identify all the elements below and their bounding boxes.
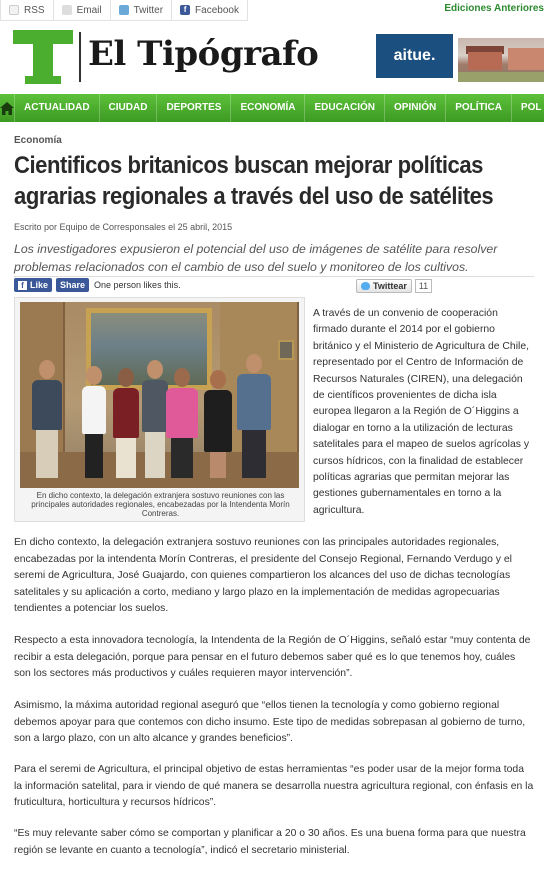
logo-divider <box>79 32 81 82</box>
image-caption: En dicho contexto, la delegación extranjera sostuvo reuniones con las principales autoridades regionales, encabezadas por la Intendenta Morín Contreras. <box>31 491 290 518</box>
article-intro-paragraph: A través de un convenio de cooperación firmado durante el 2014 por el gobierno británico y el Ministerio de Agricultura de Chile, representado por el Centro de Información de Recursos Naturales (CIREN), una delegación de científicos provenientes de dicha isla europea llegaron a la Región de O´Higgins a dialogar en torno a la utilización de lecturas satelitales para el mapeo de suelos agrícolas y cursos hídricos, con la finalidad de establecer políticas agrarias que permitan mejorar las gestiones gubernamentales en torno a la agricultura. <box>313 308 530 516</box>
rss-icon <box>9 5 19 15</box>
article-paragraph: “Es muy relevante saber cómo se comportan y planificar a 20 o 30 años. Es una buena forma para que nuestra región se levante en cuanto a tecnología”, indicó el secretario ministerial. <box>14 828 526 856</box>
article-category[interactable]: Economía <box>14 135 62 146</box>
twitter-label: Twitter <box>133 4 164 16</box>
social-links <box>0 0 248 21</box>
article-paragraph: Para el seremi de Agricultura, el principal objetivo de estas herramientas “es poder usar de la mejor forma toda la información satelital, para ir viendo de qué manera se desarrolla nuestra agricultura regional, con énfasis en la fruticultura, horticultura y recursos hídricos”. <box>14 764 534 809</box>
twitter-icon <box>119 5 129 15</box>
facebook-icon: f <box>180 5 190 15</box>
article-title: Cientificos britanicos buscan mejorar políticas agrarias regionales a través del uso de satélites <box>14 152 494 210</box>
facebook-share-button[interactable]: Share <box>56 278 89 292</box>
home-button[interactable] <box>0 94 14 122</box>
home-icon <box>0 102 14 115</box>
divider <box>14 276 534 277</box>
rss-label: RSS <box>24 4 45 16</box>
ad-banner-image <box>458 38 544 82</box>
email-icon <box>62 5 72 15</box>
facebook-label: Facebook <box>195 4 239 16</box>
main-nav <box>0 94 544 122</box>
twitter-share <box>356 279 432 293</box>
facebook-like-button[interactable] <box>14 278 52 292</box>
article-paragraph: Respecto a esta innovadora tecnología, la Intendenta de la Región de O´Higgins, señaló estar “muy contenta de recibir a esta delegación, porque para pensar en el futuro debemos saber qué es lo que tenemos hoy, cuáles son los sectores más productivos y cuáles requieren mayor intervención”. <box>14 635 531 680</box>
logo-mark[interactable] <box>13 30 73 84</box>
like-label: Like <box>30 280 49 290</box>
likes-count-text: One person likes this. <box>94 280 181 290</box>
twitter-bird-icon <box>361 282 370 290</box>
twitter-link[interactable] <box>110 0 171 21</box>
nav-item-politica[interactable]: POLÍTICA <box>445 94 511 122</box>
nav-item-more[interactable]: POL <box>511 94 544 122</box>
nav-item-deportes[interactable]: DEPORTES <box>156 94 230 122</box>
article-paragraph: Asimismo, la máxima autoridad regional aseguró que “ellos tienen la tecnología y como gobierno regional debemos apoyar para que contemos con dicho insumo. Este tipo de medidas sobrepasan al gobierno de turno, son a largo plazo, con un alto alcance y grandes beneficios”. <box>14 700 526 745</box>
top-bar <box>0 0 544 21</box>
article-paragraph: En dicho contexto, la delegación extranjera sostuvo reuniones con las principales autoridades regionales, encabezadas por la intendenta Morín Contreras, el presidente del Consejo Regional, Fernando Verdugo y el seremi de Agricultura, José Guajardo, con quienes compartieron los alcances del uso de dichas tecnologías satelitales y su aplicación a corto, mediano y largo plazo en la implementación de medidas agropecuarias tendientes a potenciar los suelos. <box>14 537 512 615</box>
nav-item-economia[interactable]: ECONOMÍA <box>230 94 304 122</box>
share-bar <box>14 278 181 292</box>
email-link[interactable] <box>53 0 110 21</box>
previous-editions-link[interactable]: Ediciones Anteriores <box>444 3 544 14</box>
ad-banner-brand: aitue. <box>376 34 453 78</box>
article-byline: Escrito por Equipo de Corresponsales el 25 abril, 2015 <box>14 222 233 232</box>
tweet-button[interactable] <box>356 279 412 293</box>
rss-link[interactable] <box>0 0 53 21</box>
article-summary: Los investigadores expusieron el potencial del uso de imágenes de satélite para resolver problemas relacionados con el cambio de uso del suelo y monitoreo de los cultivos. <box>14 242 498 274</box>
facebook-icon: f <box>18 281 27 290</box>
nav-item-educacion[interactable]: EDUCACIÓN <box>304 94 384 122</box>
site-logo-text[interactable]: El Tipógrafo <box>88 34 319 74</box>
tweet-count: 11 <box>415 279 432 293</box>
facebook-link[interactable] <box>171 0 247 21</box>
nav-item-opinion[interactable]: OPINIÓN <box>384 94 445 122</box>
nav-item-actualidad[interactable]: ACTUALIDAD <box>14 94 99 122</box>
ad-banner[interactable] <box>376 34 544 78</box>
tweet-label: Twittear <box>373 281 407 291</box>
article-photo[interactable] <box>20 302 299 488</box>
site-header <box>0 22 544 92</box>
email-label: Email <box>76 4 102 16</box>
article-figure <box>14 297 305 522</box>
nav-item-ciudad[interactable]: CIUDAD <box>99 94 157 122</box>
